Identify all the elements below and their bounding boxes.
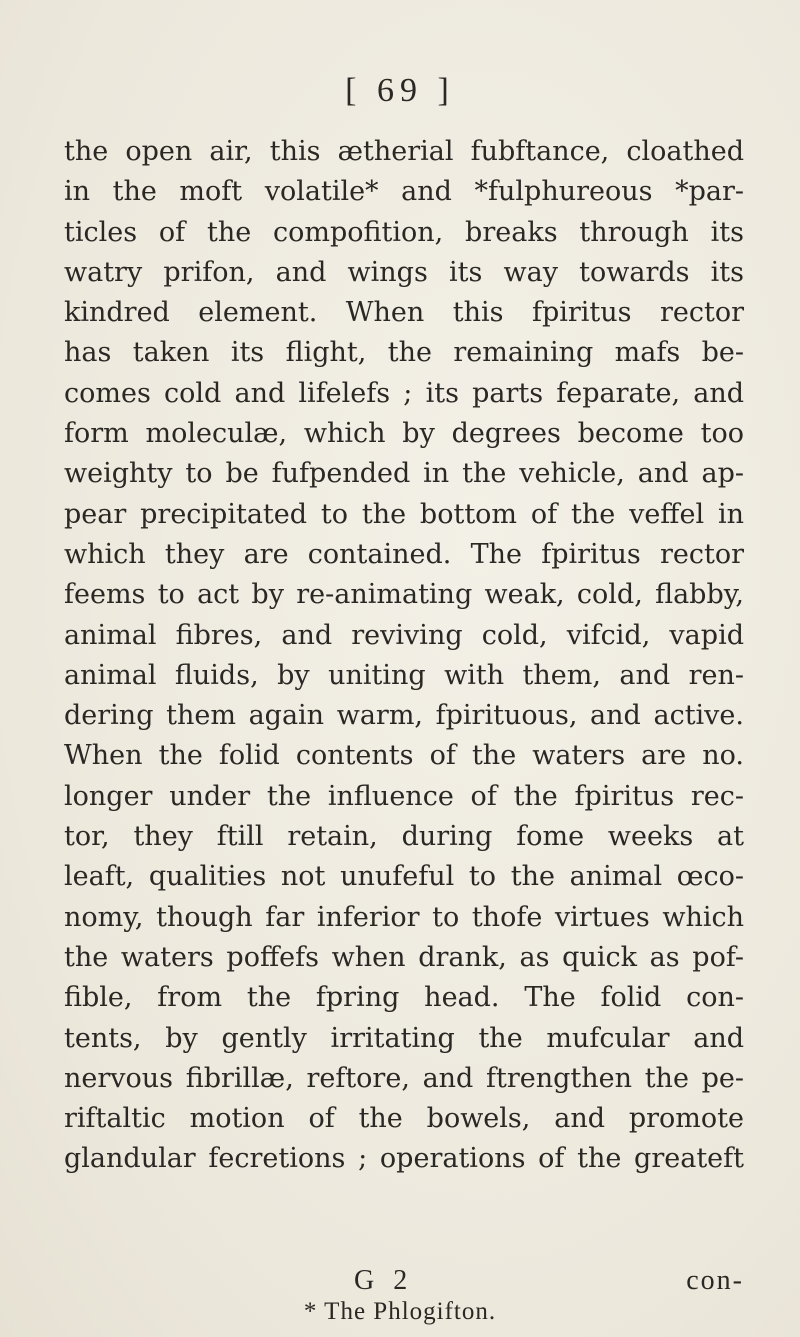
- footnote: * The Phlogifton.: [303, 1298, 497, 1325]
- page-number: [ 69 ]: [345, 72, 455, 109]
- text-line: riftaltic motion of the bowels, and promote: [64, 1103, 744, 1135]
- text-line: tor, they ftill retain, during fome weeks at: [64, 821, 744, 853]
- text-line: nervous fibrillæ, reftore, and ftrengthen the pe-: [64, 1062, 744, 1094]
- text-line: the waters poffefs when drank, as quick as pof-: [64, 941, 744, 973]
- text-line: leaft, qualities not unufeful to the animal œco-: [64, 861, 744, 893]
- text-line: tents, by gently irritating the mufcular and: [64, 1022, 744, 1054]
- catchword: con-: [686, 1265, 744, 1296]
- text-line: nomy, though far inferior to thofe virtues which: [64, 901, 744, 933]
- text-line: weighty to be fufpended in the vehicle, and ap-: [64, 458, 744, 490]
- signature-mark: G 2: [354, 1265, 414, 1296]
- text-line: dering them again warm, fpirituous, and active.: [64, 700, 744, 732]
- text-line: kindred element. When this fpiritus rector: [64, 297, 744, 329]
- text-line: feems to act by re-animating weak, cold, flabby,: [64, 579, 744, 611]
- text-line: animal fluids, by uniting with them, and ren-: [64, 659, 744, 691]
- text-line: form moleculæ, which by degrees become too: [64, 418, 744, 450]
- text-line: longer under the influence of the fpiritus rec-: [64, 780, 744, 812]
- signature-row: [64, 1261, 744, 1301]
- text-line: has taken its flight, the remaining mafs be-: [64, 337, 744, 369]
- body-text: [64, 132, 744, 1180]
- text-line: pear precipitated to the bottom of the veffel in: [64, 498, 744, 530]
- text-line: the open air, this ætherial fubftance, cloathed: [64, 136, 744, 167]
- text-line: comes cold and lifelefs ; its parts feparate, and: [64, 377, 744, 409]
- text-line: watry prifon, and wings its way towards its: [64, 256, 744, 288]
- text-line: fible, from the fpring head. The folid con-: [64, 982, 744, 1014]
- text-line: glandular fecretions ; operations of the greateft: [64, 1143, 744, 1175]
- text-line: animal fibres, and reviving cold, vifcid, vapid: [64, 619, 744, 651]
- text-line: When the folid contents of the waters are no.: [64, 740, 744, 772]
- text-line: in the moft volatile* and *fulphureous *par-: [64, 176, 744, 208]
- text-line: ticles of the compofition, breaks through its: [64, 216, 744, 248]
- text-line: which they are contained. The fpiritus rector: [64, 538, 744, 570]
